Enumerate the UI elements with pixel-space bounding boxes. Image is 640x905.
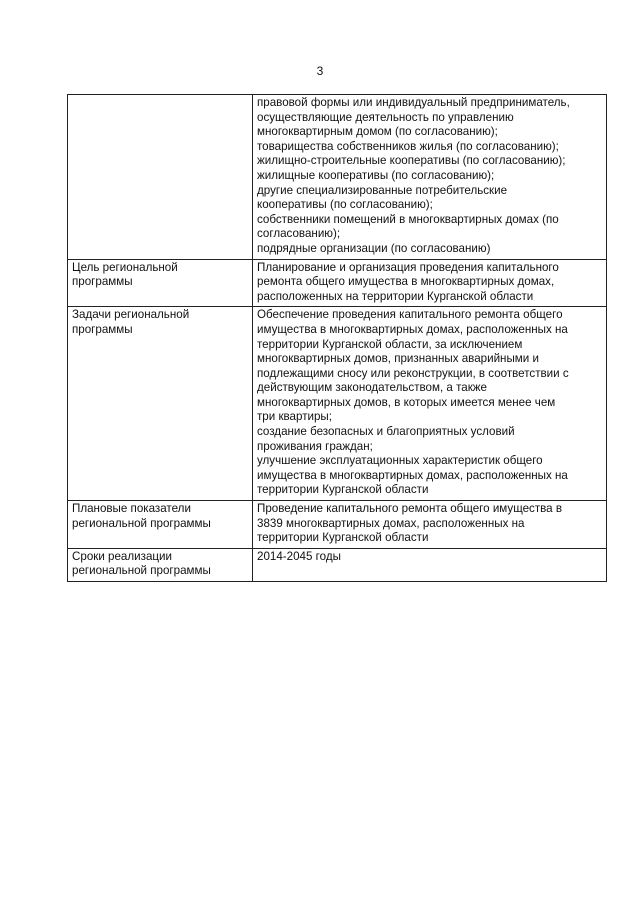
value-line: улучшение эксплуатационных характеристик общего (257, 454, 543, 468)
value-line: жилищно-строительные кооперативы (по согласованию); (257, 154, 566, 168)
value-line: подлежащими сносу или реконструкции, в соответствии с (257, 366, 569, 380)
row-program-tasks (68, 307, 607, 501)
value-line: подрядные организации (по согласованию) (257, 241, 491, 255)
label-line: Сроки реализации (72, 549, 172, 563)
value-line: ремонта общего имущества в многоквартирных домах, (257, 275, 555, 289)
row-participants-continued (68, 95, 607, 260)
label-line: региональной программы (72, 564, 211, 578)
row-label-cell (68, 259, 253, 307)
label-line: региональной программы (72, 516, 211, 530)
value-line: многоквартирным домом (по согласованию); (257, 125, 498, 139)
value-line: территории Курганской области (257, 531, 429, 545)
value-line: Обеспечение проведения капитального ремонта общего (257, 308, 563, 322)
page-number: 3 (316, 64, 324, 78)
value-line: территории Курганской области, за исключением (257, 337, 523, 351)
row-value-cell (253, 95, 607, 260)
row-value-cell (253, 259, 607, 307)
value-line: создание безопасных и благоприятных условий (257, 425, 515, 439)
value-line: имущества в многоквартирных домах, расположенных на (257, 322, 568, 336)
value-line: многоквартирных домов, признанных аварийными и (257, 352, 539, 366)
value-line: территории Курганской области (257, 483, 429, 497)
value-line: многоквартирных домов, в которых имеется менее чем (257, 395, 556, 409)
label-line: Задачи региональной (72, 308, 190, 322)
row-value-cell (253, 548, 607, 581)
row-program-goal (68, 259, 607, 307)
value-line: 2014-2045 годы (257, 549, 341, 563)
value-line: другие специализированные потребительские (257, 183, 508, 197)
row-label-cell (68, 548, 253, 581)
value-line: правовой формы или индивидуальный предприниматель, (257, 96, 570, 109)
label-line: программы (72, 322, 133, 336)
label-line: Цель региональной (72, 260, 178, 274)
row-target-indicators (68, 501, 607, 549)
value-line: собственники помещений в многоквартирных домах (по (257, 212, 559, 226)
value-line: осуществляющие деятельность по управлению (257, 110, 514, 124)
value-line: расположенных на территории Курганской области (257, 289, 534, 303)
value-line: 3839 многоквартирных домах, расположенных на (257, 516, 525, 530)
value-line: товарищества собственников жилья (по согласованию); (257, 139, 559, 153)
value-line: проживания граждан; (257, 439, 373, 453)
value-line: согласованию); (257, 227, 341, 241)
value-line: действующим законодательством, а также (257, 381, 487, 395)
row-label-cell (68, 501, 253, 549)
row-label-cell (68, 95, 253, 260)
label-line: программы (72, 275, 133, 289)
row-value-cell (253, 307, 607, 501)
row-label-cell (68, 307, 253, 501)
value-line: кооперативы (по согласованию); (257, 198, 433, 212)
program-passport-table (67, 94, 607, 582)
value-line: имущества в многоквартирных домах, расположенных на (257, 468, 568, 482)
label-line: Плановые показатели (72, 502, 191, 516)
value-line: Проведение капитального ремонта общего имущества в (257, 502, 563, 516)
value-line: жилищные кооперативы (по согласованию); (257, 168, 495, 182)
row-implementation-period (68, 548, 607, 581)
value-line: Планирование и организация проведения капитального (257, 260, 559, 274)
row-value-cell (253, 501, 607, 549)
value-line: три квартиры; (257, 410, 332, 424)
